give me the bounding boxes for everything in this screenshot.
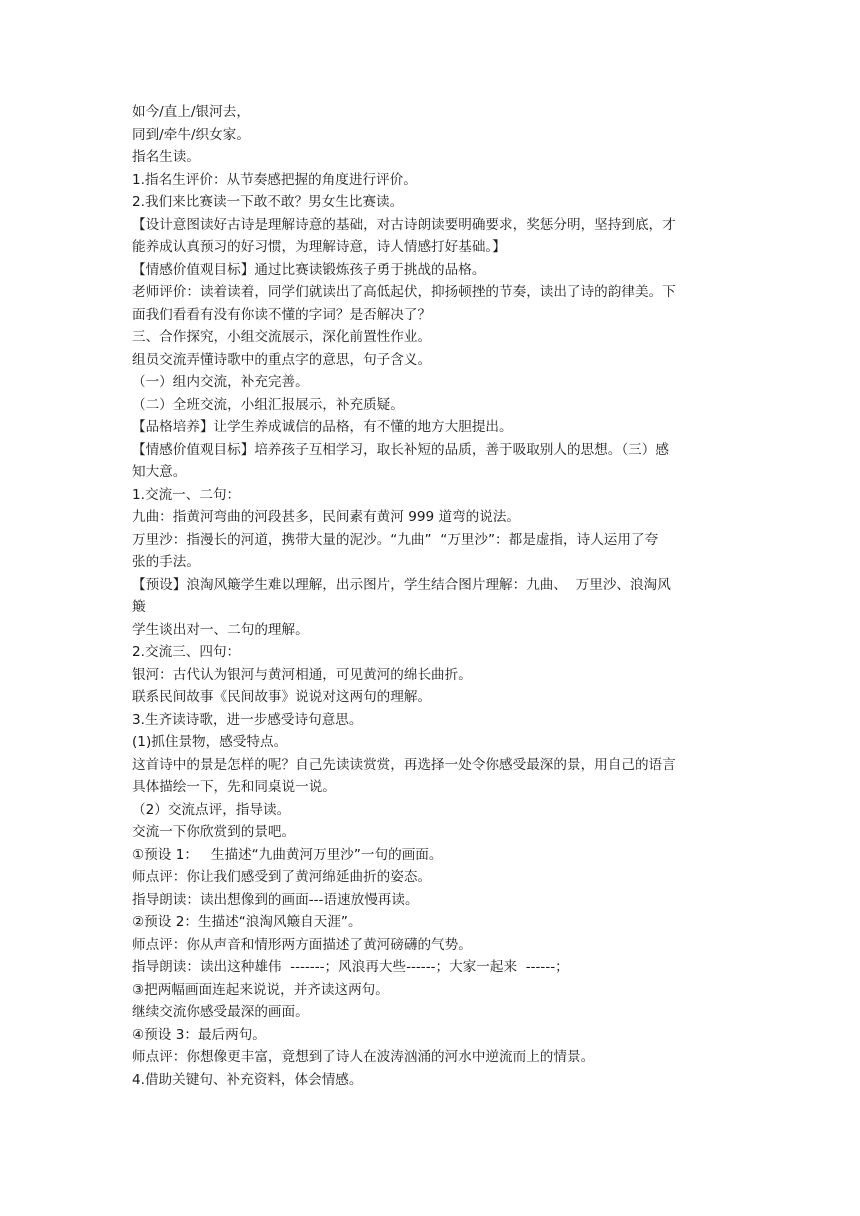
text-line: 知大意。 (132, 464, 187, 480)
text-line: 指导朗读：读出想像到的画面---语速放慢再读。 (132, 891, 419, 908)
text-line: 老师评价：读着读着，同学们就读出了高低起伏，抑扬顿挫的节奏，读出了诗的韵律美。下 (132, 284, 676, 300)
text-line: 4.借助关键句、补充资料，体会情感。 (132, 1071, 363, 1088)
text-line: 师点评：你让我们感受到了黄河绵延曲折的姿态。 (132, 869, 432, 885)
text-line: 指名生读。 (132, 149, 200, 165)
text-line: ①预设 1： 生描述“九曲黄河万里沙”一句的画面。 (132, 846, 443, 863)
text-line: 【设计意图读好古诗是理解诗意的基础，对古诗朗读要明确要求，奖惩分明，坚持到底，才 (132, 216, 676, 233)
text-line: 【情感价值观目标】通过比赛读锻炼孩子勇于挑战的品格。 (132, 261, 486, 278)
text-line: 3.生齐读诗歌，进一步感受诗句意思。 (132, 711, 363, 728)
text-line: ②预设 2：生描述“浪淘风簸自天涯”。 (132, 914, 362, 930)
text-line: 1.指名生评价：从节奏感把握的角度进行评价。 (132, 171, 417, 188)
text-line: 银河：古代认为银河与黄河相通，可见黄河的绵长曲折。 (132, 666, 472, 683)
text-line: 指导朗读：读出这种雄伟 -------；风浪再大些------；大家一起来 ------； (132, 959, 569, 975)
document-body (132, 101, 732, 1091)
text-line: 九曲：指黄河弯曲的河段甚多，民间素有黄河 999 道弯的说法。 (132, 509, 521, 525)
text-line: 交流一下你欣赏到的景吧。 (132, 824, 296, 840)
text-line: 1.交流一、二句： (132, 486, 241, 503)
text-line: 2.我们来比赛读一下敢不敢？男女生比赛读。 (132, 194, 404, 210)
text-line: 万里沙：指漫长的河道，携带大量的泥沙。“九曲” “万里沙”：都是虚指，诗人运用了夸 (132, 531, 659, 548)
text-line: 如今/直上/银河去， (132, 104, 250, 120)
text-line: 【品格培养】让学生养成诚信的品格，有不懂的地方大胆提出。 (132, 419, 513, 435)
text-line: 簸 (132, 599, 146, 615)
text-line: ③把两幅画面连起来说说，并齐读这两句。 (132, 981, 389, 998)
text-line: (1)抓住景物，感受特点。 (132, 734, 288, 750)
text-line: 【情感价值观目标】培养孩子互相学习，取长补短的品质，善于吸取别人的思想。（三）感 (132, 441, 669, 458)
text-line: 【预设】浪淘风簸学生难以理解，出示图片，学生结合图片理解：九曲、 万里沙、浪淘风 (132, 576, 671, 593)
text-line: 面我们看看有没有你读不懂的字词？是否解决了？ (132, 306, 432, 323)
text-line: 能养成认真预习的好习惯，为理解诗意，诗人情感打好基础。】 (132, 239, 506, 255)
text-line: （一）组内交流，补充完善。 (132, 374, 309, 390)
text-line: 师点评：你想像更丰富，竟想到了诗人在波涛汹涌的河水中逆流而上的情景。 (132, 1049, 595, 1065)
text-line: 2.交流三、四句： (132, 644, 241, 660)
text-line: ④预设 3：最后两句。 (132, 1026, 266, 1043)
text-line: 联系民间故事《民间故事》说说对这两句的理解。 (132, 689, 432, 705)
text-line: （二）全班交流，小组汇报展示，补充质疑。 (132, 396, 404, 413)
text-line: 三、合作探究，小组交流展示，深化前置性作业。 (132, 329, 432, 345)
text-line: 这首诗中的景是怎样的呢？自己先读读赏赏，再选择一处令你感受最深的景，用自己的语言 (132, 756, 676, 773)
text-line: 组员交流弄懂诗歌中的重点字的意思，句子含义。 (132, 351, 432, 368)
text-line: 学生谈出对一、二句的理解。 (132, 621, 309, 638)
text-line: 具体描绘一下，先和同桌说一说。 (132, 779, 336, 795)
text-line: 继续交流你感受最深的画面。 (132, 1004, 309, 1020)
text-line: 张的手法。 (132, 554, 200, 570)
text-line: （2）交流点评，指导读。 (132, 801, 291, 818)
text-line: 师点评：你从声音和情形两方面描述了黄河磅礴的气势。 (132, 936, 472, 953)
text-line: 同到/牵牛/织女家。 (132, 126, 250, 143)
